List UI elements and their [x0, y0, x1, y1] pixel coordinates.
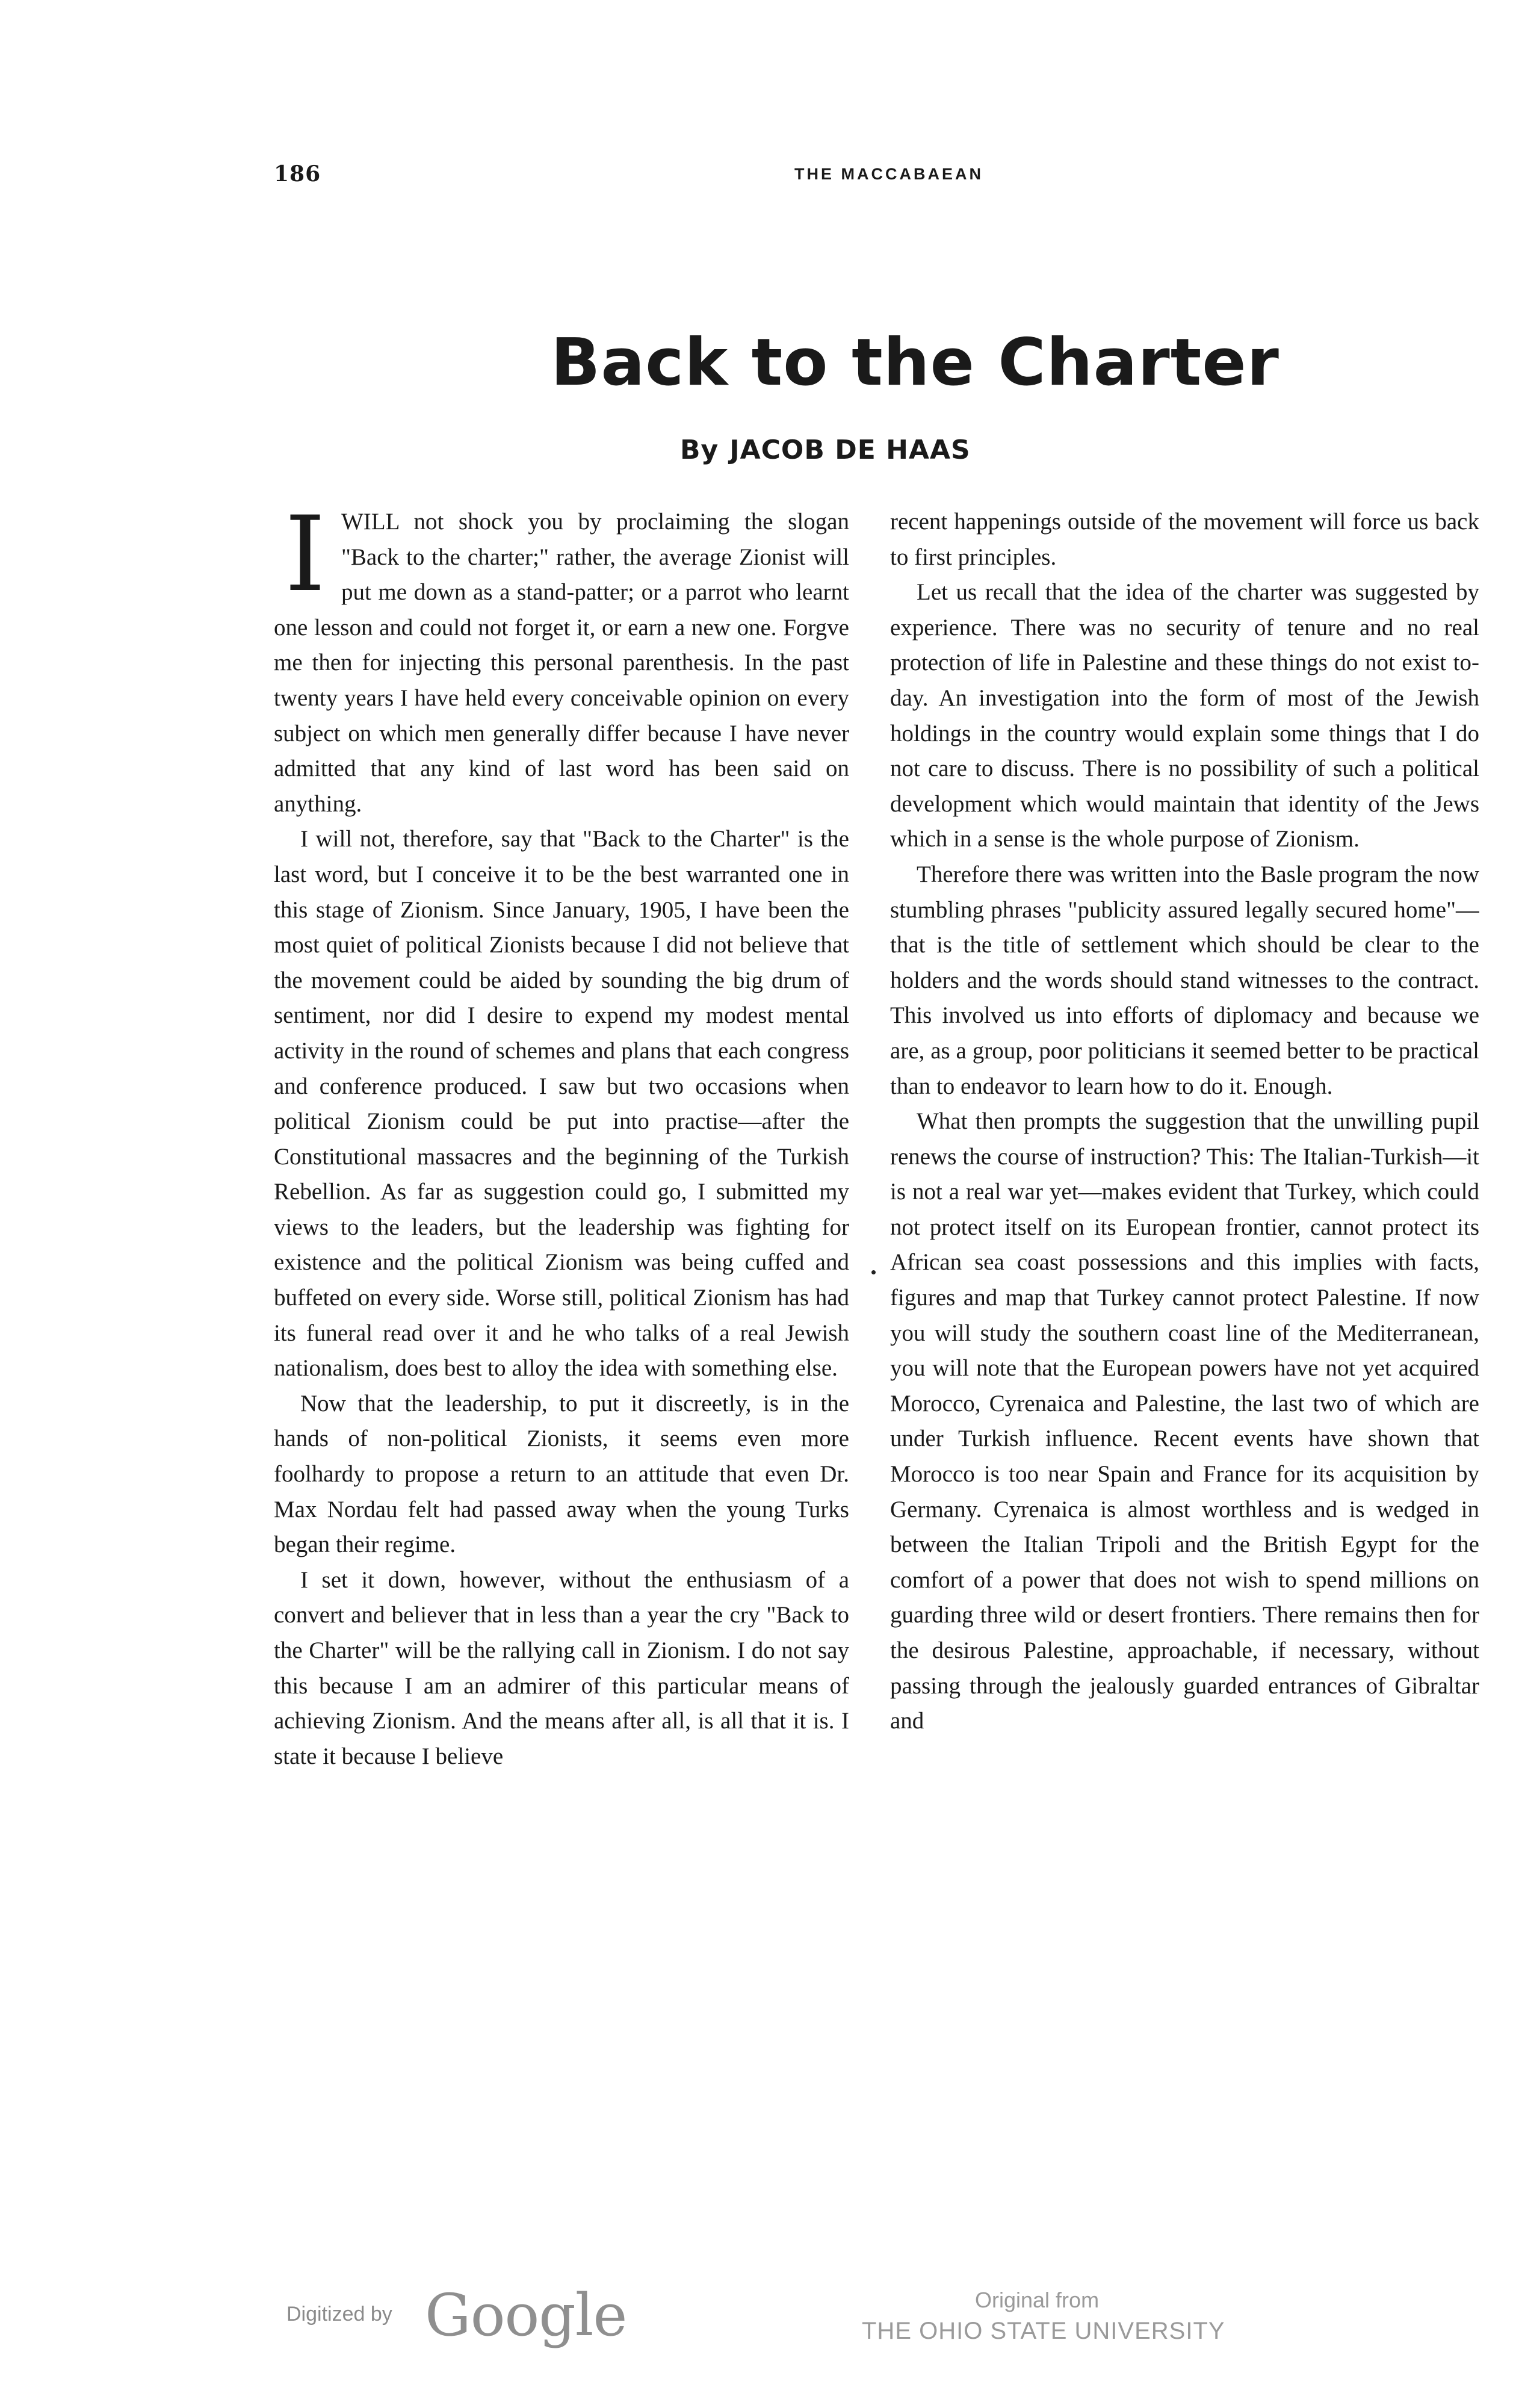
digitized-by-label: Digitized by: [286, 2303, 392, 2326]
original-from-label: Original from: [975, 2288, 1100, 2312]
paragraph: [274, 504, 849, 822]
margin-dot: [871, 1270, 876, 1274]
running-head: THE MACCABAEAN: [794, 165, 983, 183]
paragraph: What then prompts the suggestion that the unwilling pupil renews the course of instruction? This: The Italian-Turkish—it is not a real war yet—makes evident that Turkey, which could not protect itself on its European frontier, cannot protect its African sea coast possessions and this implies with facts, figures and map that Turkey cannot protect Palestine. If now you will study the southern coast line of the Mediterranean, you will note that the European powers have not yet acquired Morocco, Cyrenaica and Palestine, the last two of which are under Turkish influence. Recent events have shown that Morocco is too near Spain and France for its acquisition by Germany. Cyrenaica is almost worthless and is wedged in between the Italian Tripoli and the British Egypt for the comfort of a power that does not wish to spend millions on guarding three wild or desert frontiers. There remains then for the desirous Palestine, approachable, if necessary, without passing through the jealously guarded entrances of Gibraltar and: [890, 1108, 1479, 1734]
paragraph: I set it down, however, without the enthusiasm of a convert and believer that in less than a year the cry "Back to the Charter" will be the rallying call in Zionism. I do not say this because I am an admirer of this particular means of achieving Zionism. And the means after all, is all that it is. I state it because I believe: [274, 1566, 849, 1769]
university-label: THE OHIO STATE UNIVERSITY: [862, 2318, 1225, 2344]
paragraph: Now that the leadership, to put it discreetly, is in the hands of non-political Zionists, it seems even more foolhardy to propose a return to an attitude that even Dr. Max Nordau felt had passed away when the young Turks began their regime.: [274, 1390, 849, 1558]
author-name: JACOB DE HAAS: [729, 435, 971, 465]
right-column: [890, 504, 1479, 2238]
byline-prefix: By: [680, 435, 719, 465]
paragraph: Let us recall that the idea of the charter was suggested by experience. There was no security of tenure and no real protection of life in Palestine and these things do not exist to-day. An investigation into the form of most of the Jewish holdings in the country would explain some things that I do not care to discuss. There is no possibility of such a political development which would maintain that identity of the Jews which in a sense is the whole purpose of Zionism.: [890, 579, 1479, 852]
paragraph-text: WILL not shock you by proclaiming the slogan "Back to the charter;" rather, the average Zionist will put me down as a stand-patter; or a parrot who learnt one lesson and could not forget it, or earn a new one. Forgve me then for injecting this personal parenthesis. In the past twenty years I have held every conceivable opinion on every subject on which men generally differ because I have never admitted that any kind of last word has been said on anything.: [274, 509, 849, 817]
google-logo: Google: [425, 2282, 627, 2349]
paragraph: I will not, therefore, say that "Back to the Charter" is the last word, but I conceive it to be the best warranted one in this stage of Zionism. Since January, 1905, I have been the most quiet of political Zionists because I did not believe that the movement could be aided by sounding the big drum of sentiment, nor did I desire to expend my modest mental activity in the round of schemes and plans that each congress and conference produced. I saw but two occasions when political Zionism could be put into practise—after the Constitutional massacres and the beginning of the Turkish Rebellion. As far as suggestion could go, I submitted my views to the leaders, but the leadership was fighting for existence and the political Zionism was being cuffed and buffeted on every side. Worse still, political Zionism has had its funeral read over it and he who talks of a real Jewish nationalism, does best to alloy the idea with something else.: [274, 826, 849, 1382]
article-title: Back to the Charter: [551, 325, 1279, 400]
paragraph: recent happenings outside of the movement will force us back to first principles.: [890, 509, 1479, 570]
drop-cap: I: [285, 504, 326, 615]
left-column: [274, 504, 849, 2238]
byline: [680, 435, 971, 465]
paragraph: Therefore there was written into the Basle program the now stumbling phrases "publicity assured legally secured home"—that is the title of settlement which should be clear to the holders and the words should stand witnesses to the contract. This involved us into efforts of diplomacy and because we are, as a group, poor politicians it seemed better to be practical than to endeavor to learn how to do it. Enough.: [890, 861, 1479, 1099]
page-number: 186: [274, 161, 321, 187]
